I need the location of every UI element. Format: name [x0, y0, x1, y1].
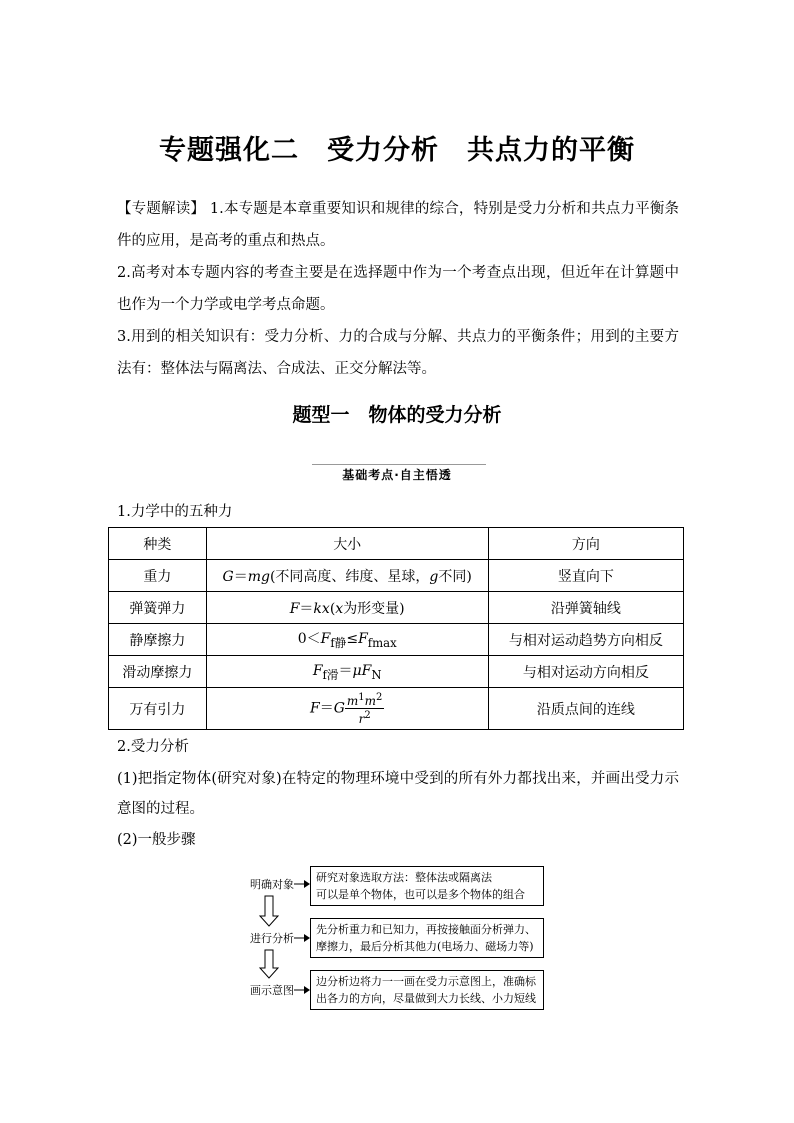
flow-step-label: 明确对象	[250, 878, 294, 891]
table-header: 种类	[109, 528, 207, 560]
table-cell-magnitude: $F_{f滑}=\mu F_N$	[206, 656, 488, 688]
table-cell-kind: 滑动摩擦力	[109, 656, 207, 688]
table-cell-direction: 沿质点间的连线	[488, 688, 683, 730]
intro-paragraph-3: 3.用到的相关知识有：受力分析、力的合成与分解、共点力的平衡条件；用到的主要方法有：整体法与隔离法、合成法、正交分解法等。	[117, 329, 679, 377]
flow-step-text: 边分析边将力一一画在受力示意图上，准确标	[316, 975, 536, 988]
flow-step-box	[310, 970, 544, 1010]
flow-step-label: 画示意图	[250, 984, 294, 997]
table-cell-kind: 万有引力	[109, 688, 207, 730]
gravitation-fraction: $\frac{m^1m^2}{r^2}$	[346, 692, 383, 726]
table-cell-kind: 静摩擦力	[109, 624, 207, 656]
table-cell-direction: 与相对运动方向相反	[488, 656, 683, 688]
part2-item1: (1)把指定物体(研究对象)在特定的物理环境中受到的所有外力都找出来，并画出受力示意图的过程。	[117, 771, 679, 817]
intro-text-1: 1.本专题是本章重要知识和规律的综合，特别是受力分析和共点力平衡条件的应用，是高考的重点和热点。	[117, 201, 679, 249]
part2-label: 2.受力分析	[117, 739, 189, 755]
flow-step-text: 先分析重力和已知力，再按接触面分析弹力、	[316, 923, 536, 936]
flow-step-text: 摩擦力，最后分析其他力(电场力、磁场力等)	[316, 940, 534, 953]
table-row	[109, 592, 684, 624]
table-row	[109, 624, 684, 656]
table-cell-direction: 竖直向下	[488, 560, 683, 592]
section-subhead: 基础考点·自主悟透	[342, 468, 452, 482]
table-cell-direction: 与相对运动趋势方向相反	[488, 624, 683, 656]
flow-step-text: 可以是单个物体，也可以是多个物体的组合	[316, 888, 525, 901]
table-row	[109, 688, 684, 730]
flow-step-label: 进行分析	[250, 932, 294, 945]
five-forces-table	[108, 527, 684, 730]
flow-step-box	[310, 866, 544, 906]
flow-step-text: 研究对象选取方法：整体法或隔离法	[316, 871, 492, 884]
intro-paragraph-2: 2.高考对本专题内容的考查主要是在选择题中作为一个考查点出现，但近年在计算题中也作为一个力学或电学考点命题。	[117, 265, 679, 313]
table-cell-magnitude: $0<F_{f静}\le F_{fmax}$	[206, 624, 488, 656]
section-divider	[312, 464, 486, 465]
table-cell-magnitude: G＝mg(不同高度、纬度、星球，g不同)	[206, 560, 488, 592]
table-row	[109, 656, 684, 688]
part1-label: 1.力学中的五种力	[117, 504, 233, 520]
intro-paragraph-1	[117, 193, 679, 257]
table-cell-kind: 弹簧弹力	[109, 592, 207, 624]
table-cell-magnitude: F＝kx(x为形变量)	[206, 592, 488, 624]
table-header-row	[109, 528, 684, 560]
table-row	[109, 560, 684, 592]
flow-step-box	[310, 918, 544, 958]
table-header: 方向	[488, 528, 683, 560]
table-header: 大小	[206, 528, 488, 560]
table-cell-direction: 沿弹簧轴线	[488, 592, 683, 624]
intro-tag: 【专题解读】	[117, 201, 206, 217]
flow-step-text: 出各力的方向，尽量做到大力长线、小力短线	[316, 992, 536, 1005]
table-cell-kind: 重力	[109, 560, 207, 592]
table-cell-magnitude: F＝G $\frac{m^1m^2}{r^2}$	[206, 688, 488, 730]
page-title: 专题强化二 受力分析 共点力的平衡	[159, 135, 635, 166]
part2-item2: (2)一般步骤	[117, 832, 196, 848]
section-heading: 题型一 物体的受力分析	[292, 404, 502, 426]
